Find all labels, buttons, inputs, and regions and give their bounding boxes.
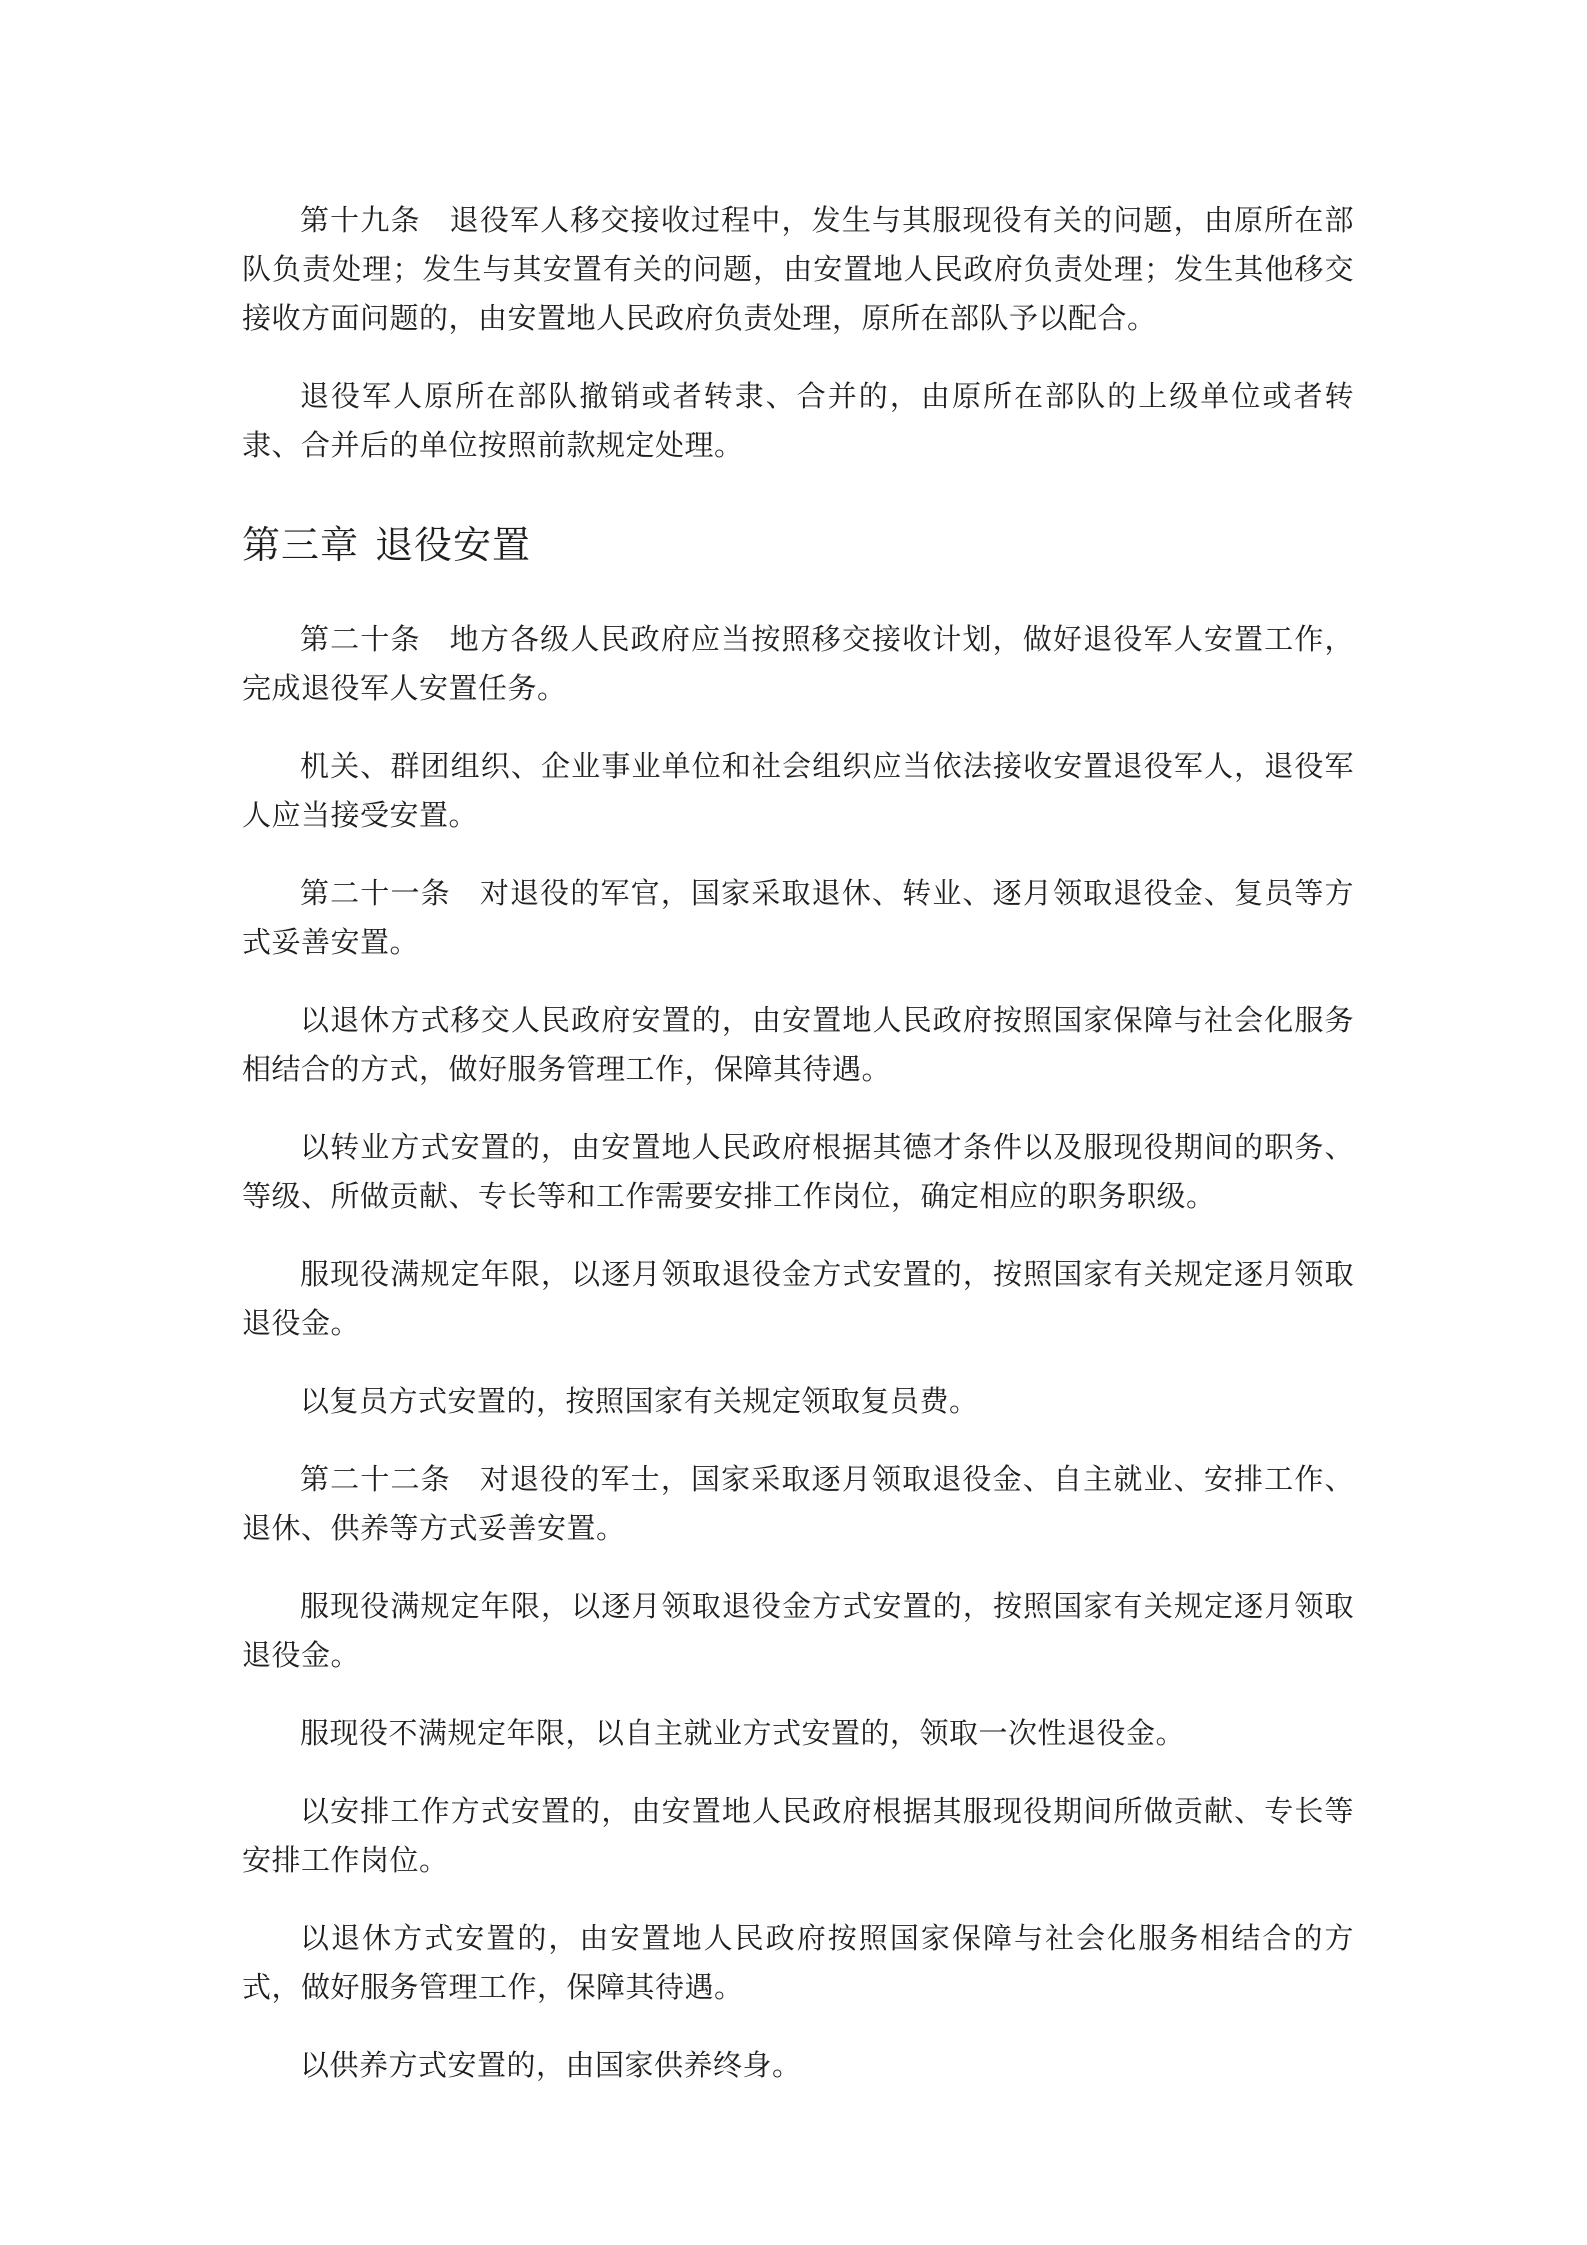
article-22-paragraph <box>242 1455 1354 1553</box>
paragraph <box>242 2041 1354 2090</box>
paragraph-text: 以退休方式移交人民政府安置的，由安置地人民政府按照国家保障与社会化服务相结合的方式，做好服务管理工作，保障其待遇。 <box>242 1003 1354 1086</box>
paragraph-text: 服现役满规定年限，以逐月领取退役金方式安置的，按照国家有关规定逐月领取退役金。 <box>242 1589 1354 1672</box>
paragraph <box>242 372 1354 470</box>
article-21-paragraph <box>242 869 1354 967</box>
paragraph-text: 对退役的军士，国家采取逐月领取退役金、自主就业、安排工作、退休、供养等方式妥善安置。 <box>242 1462 1354 1545</box>
paragraph-text: 以安排工作方式安置的，由安置地人民政府根据其服现役期间所做贡献、专长等安排工作岗位。 <box>242 1794 1354 1877</box>
chapter-title: 退役安置 <box>375 523 532 567</box>
chapter-number: 第三章 <box>242 523 360 567</box>
paragraph <box>242 1250 1354 1348</box>
paragraph <box>242 1377 1354 1426</box>
paragraph <box>242 996 1354 1094</box>
paragraph-text: 以退休方式安置的，由安置地人民政府按照国家保障与社会化服务相结合的方式，做好服务管理工作，保障其待遇。 <box>242 1921 1354 2004</box>
paragraph-text: 以转业方式安置的，由安置地人民政府根据其德才条件以及服现役期间的职务、等级、所做贡献、专长等和工作需要安排工作岗位，确定相应的职务职级。 <box>242 1130 1354 1213</box>
article-number: 第二十一条 <box>300 876 451 910</box>
paragraph-text: 地方各级人民政府应当按照移交接收计划，做好退役军人安置工作，完成退役军人安置任务。 <box>242 622 1354 705</box>
paragraph-text: 退役军人移交接收过程中，发生与其服现役有关的问题，由原所在部队负责处理；发生与其安置有关的问题，由安置地人民政府负责处理；发生其他移交接收方面问题的，由安置地人民政府负责处理，原所在部队予以配合。 <box>242 203 1354 335</box>
article-19-paragraph <box>242 196 1354 343</box>
paragraph <box>242 1123 1354 1221</box>
paragraph <box>242 1787 1354 1885</box>
paragraph <box>242 1709 1354 1758</box>
paragraph-text: 服现役满规定年限，以逐月领取退役金方式安置的，按照国家有关规定逐月领取退役金。 <box>242 1257 1354 1340</box>
paragraph-text: 对退役的军官，国家采取退休、转业、逐月领取退役金、复员等方式妥善安置。 <box>242 876 1354 959</box>
paragraph <box>242 1914 1354 2012</box>
paragraph <box>242 742 1354 840</box>
article-number: 第二十条 <box>300 622 421 656</box>
article-20-paragraph <box>242 615 1354 713</box>
article-number: 第十九条 <box>300 203 421 237</box>
paragraph <box>242 1582 1354 1680</box>
chapter-heading <box>242 519 1354 571</box>
document-body <box>242 196 1354 2119</box>
paragraph-text: 退役军人原所在部队撤销或者转隶、合并的，由原所在部队的上级单位或者转隶、合并后的单位按照前款规定处理。 <box>242 379 1354 462</box>
paragraph-text: 以供养方式安置的，由国家供养终身。 <box>300 2048 802 2082</box>
paragraph-text: 服现役不满规定年限，以自主就业方式安置的，领取一次性退役金。 <box>300 1716 1186 1750</box>
article-number: 第二十二条 <box>300 1462 451 1496</box>
paragraph-text: 机关、群团组织、企业事业单位和社会组织应当依法接收安置退役军人，退役军人应当接受安置。 <box>242 749 1354 832</box>
paragraph-text: 以复员方式安置的，按照国家有关规定领取复员费。 <box>300 1384 979 1418</box>
